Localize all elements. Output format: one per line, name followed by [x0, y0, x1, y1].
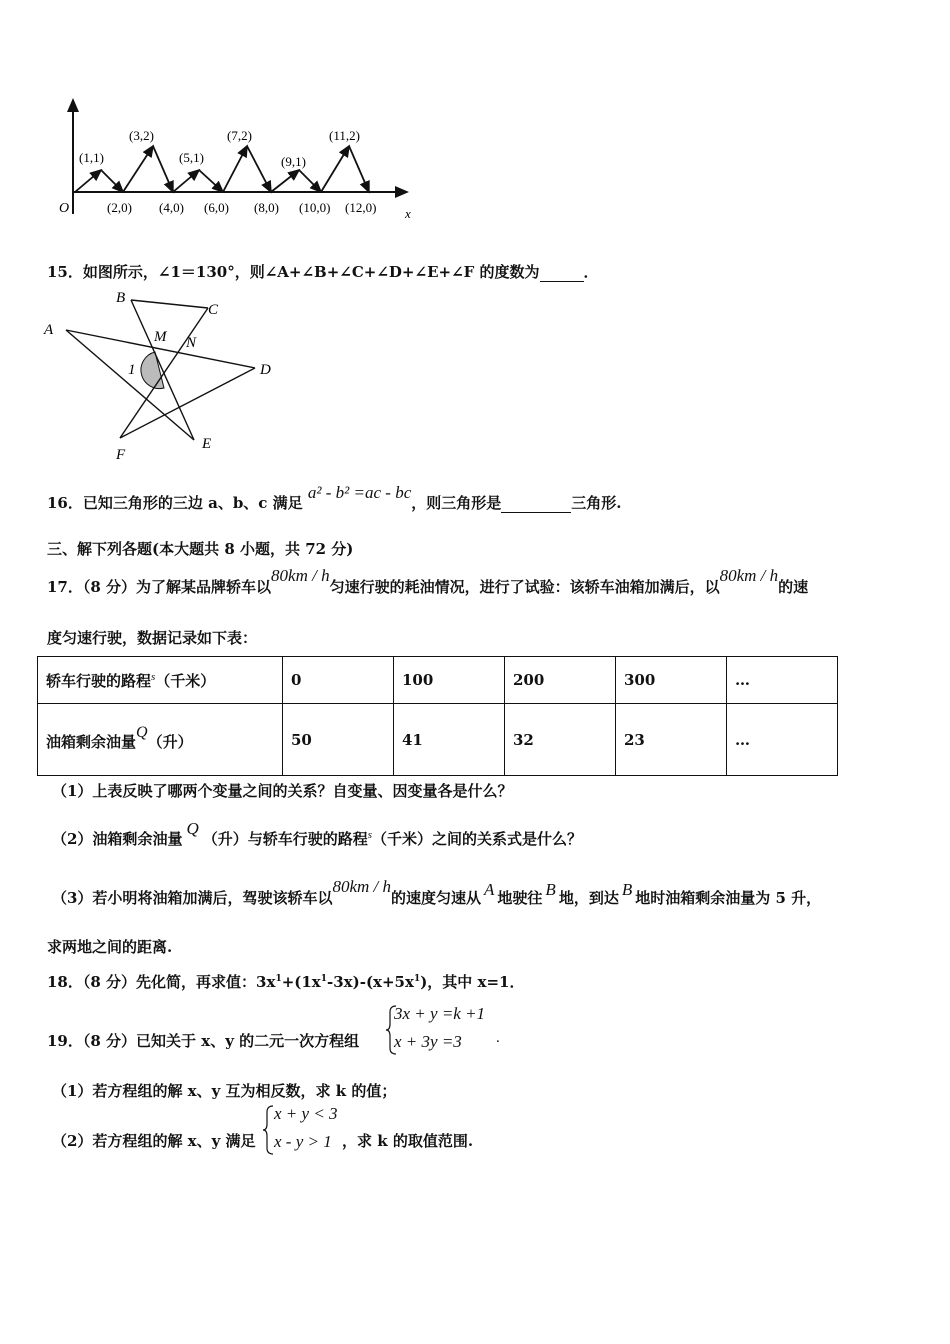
table-cell: … — [727, 704, 838, 776]
question-17-line2: 度匀速行驶，数据记录如下表： — [47, 629, 258, 647]
q16-prefix: 16．已知三角形的三边 a、b、c 满足 — [47, 494, 303, 512]
row-header: 轿车行驶的路程$^s$（千米） — [38, 657, 283, 704]
table-row — [38, 704, 838, 776]
speed-80kmh: 80km / h — [719, 566, 779, 585]
peak-label: (9,1) — [281, 154, 306, 169]
origin-label: O — [59, 201, 70, 216]
table-cell: … — [727, 657, 838, 704]
label-N: N — [186, 335, 197, 351]
base-label: (8,0) — [254, 200, 279, 215]
q17-sub3-line2: 求两地之间的距离. — [47, 938, 173, 956]
section-3-heading: 三、解下列各题(本大题共 8 小题，共 72 分) — [47, 540, 354, 558]
star-figure — [38, 288, 278, 466]
q19-sub2-end: ，求 k 的取值范围. — [342, 1132, 474, 1150]
question-15 — [47, 261, 599, 282]
question-17-line1 — [47, 566, 809, 597]
peak-label: (1,1) — [79, 150, 104, 165]
x-axis-label: x — [405, 206, 411, 221]
base-label: (12,0) — [345, 200, 377, 215]
q17-text-a: 17．（8 分）为了解某品牌轿车以 — [47, 578, 272, 596]
speed-80kmh: 80km / h — [271, 566, 330, 585]
fuel-data-table — [37, 656, 838, 776]
q16-suffix: 三角形. — [571, 494, 622, 512]
q17-sub1: （1）上表反映了哪两个变量之间的关系？自变量、因变量各是什么？ — [52, 782, 513, 800]
label-angle-1: 1 — [128, 362, 136, 378]
label-A: A — [44, 322, 54, 338]
q19-sub1: （1）若方程组的解 x、y 互为相反数，求 k 的值； — [52, 1082, 397, 1100]
base-label: (10,0) — [299, 200, 331, 215]
base-label: (2,0) — [107, 200, 132, 215]
q16-formula: a² - b² =ac - bc — [307, 483, 412, 502]
label-B: B — [116, 290, 126, 306]
question-19: 19．（8 分）已知关于 x、y 的二元一次方程组 — [47, 1032, 360, 1050]
table-cell: 41 — [394, 704, 505, 776]
q19-sub2: （2）若方程组的解 x、y 满足 — [52, 1132, 256, 1150]
q17-text-b: 匀速行驶的耗油情况，进行了试验：该轿车油箱加满后，以 — [329, 578, 720, 596]
label-C: C — [208, 302, 219, 318]
peak-label: (7,2) — [227, 128, 252, 143]
table-cell: 100 — [394, 657, 505, 704]
q16-middle: ，则三角形是 — [411, 494, 502, 512]
q19-end: . — [496, 1030, 500, 1046]
question-18: 18．（8 分）先化简，再求值：$3x^1+(1x^1-3x)-(x+5x^1)$，其中 x=1． — [47, 973, 525, 991]
q17-text-c: 的速 — [778, 578, 809, 596]
peak-label: (11,2) — [329, 128, 360, 143]
table-row — [38, 657, 838, 704]
table-cell: 200 — [505, 657, 616, 704]
base-label: (4,0) — [159, 200, 184, 215]
equation-1: 3x + y =k +1 — [394, 1004, 486, 1023]
table-cell: 32 — [505, 704, 616, 776]
table-cell: 300 — [616, 657, 727, 704]
label-D: D — [260, 362, 271, 378]
peak-label: (3,2) — [129, 128, 154, 143]
answer-blank — [501, 494, 571, 513]
table-cell: 23 — [616, 704, 727, 776]
table-cell: 50 — [283, 704, 394, 776]
label-M: M — [154, 329, 167, 345]
table-cell: 0 — [283, 657, 394, 704]
label-F: F — [116, 447, 126, 463]
q17-sub2: （2）油箱剩余油量Q（升）与轿车行驶的路程$^s$（千米）之间的关系式是什么？ — [52, 819, 583, 848]
question-16 — [47, 483, 622, 513]
equation-2: x + 3y =3 — [394, 1032, 462, 1051]
inequality-1: x + y < 3 — [274, 1104, 338, 1123]
angle-1-shading — [141, 352, 164, 389]
peak-label: (5,1) — [179, 150, 204, 165]
coordinate-zigzag-figure — [55, 96, 425, 226]
q15-end: ． — [583, 263, 599, 281]
answer-blank — [540, 263, 584, 282]
label-E: E — [202, 436, 212, 452]
q17-sub3-line1: （3）若小明将油箱加满后，驾驶该轿车以80km / h的速度匀速从 A 地驶往 B 地，到达 B 地时油箱剩余油量为 5 升， — [52, 877, 822, 907]
row-header: 油箱剩余油量$^Q$（升） — [38, 704, 283, 776]
base-label: (6,0) — [204, 200, 229, 215]
inequality-2: x - y > 1 — [274, 1132, 332, 1151]
q15-text: 15．如图所示，∠1＝130°，则∠A+∠B+∠C+∠D+∠E+∠F 的度数为 — [47, 263, 540, 281]
